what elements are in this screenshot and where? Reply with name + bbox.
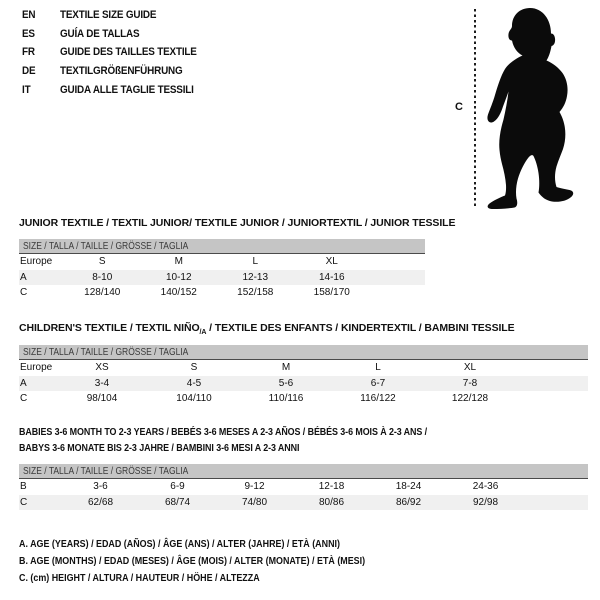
lang-title: TEXTILE SIZE GUIDE xyxy=(60,9,157,22)
table-cell: 74/80 xyxy=(241,496,268,508)
language-header xyxy=(22,6,212,99)
table-cell: XS xyxy=(95,362,109,374)
table-cell: 3-6 xyxy=(93,481,108,493)
size-header-bar: SIZE / TALLA / TAILLE / GRÖSSE / TAGLIA xyxy=(19,239,425,254)
lang-code: DE xyxy=(22,65,36,78)
table-cell: 24-36 xyxy=(472,481,499,493)
table-cell: 12-18 xyxy=(318,481,345,493)
junior-table xyxy=(19,254,425,301)
section-title-children: CHILDREN'S TEXTILE / TEXTIL $NIÑO_{/A}$ / TEXTILE DES ENFANTS / KINDERTEXTIL / BAMBINI TESSILE xyxy=(19,322,515,337)
row-label: C xyxy=(20,393,28,405)
row-label: C xyxy=(20,287,28,299)
row-label: Europe xyxy=(20,256,53,268)
table-cell: 122/128 xyxy=(451,393,489,405)
table-cell: 140/152 xyxy=(160,287,197,299)
lang-row-de xyxy=(22,62,212,81)
table-cell: 6-7 xyxy=(370,377,386,389)
table-cell: 10-12 xyxy=(165,271,192,283)
row-label: A xyxy=(20,271,27,283)
table-cell: 86/92 xyxy=(395,496,422,508)
note-c: C. (cm) HEIGHT / ALTURA / HAUTEUR / HÖHE / ALTEZZA xyxy=(19,572,260,585)
lang-code: IT xyxy=(22,83,31,96)
footnotes xyxy=(19,535,426,587)
table-row xyxy=(19,285,425,301)
babies-table xyxy=(19,479,588,510)
table-cell: L xyxy=(375,362,381,374)
table-cell: S xyxy=(190,362,198,374)
table-cell: 128/140 xyxy=(84,287,121,299)
table-cell: 158/170 xyxy=(313,287,350,299)
table-cell: M xyxy=(174,256,183,268)
table-cell: 12-13 xyxy=(242,271,269,283)
table-row xyxy=(19,495,588,511)
lang-code: FR xyxy=(22,46,35,59)
table-cell: M xyxy=(281,362,291,374)
table-row xyxy=(19,360,588,376)
row-label: A xyxy=(20,377,27,389)
height-measure-label: C xyxy=(455,101,463,113)
lang-code: EN xyxy=(22,9,36,22)
table-cell: 62/68 xyxy=(87,496,114,508)
table-cell: L xyxy=(252,256,259,268)
table-cell: 9-12 xyxy=(244,481,265,493)
table-cell: 7-8 xyxy=(462,377,478,389)
lang-title: GUIDA ALLE TAGLIE TESSILI xyxy=(60,83,194,96)
table-cell: 152/158 xyxy=(237,287,274,299)
table-row xyxy=(19,376,588,392)
children-table xyxy=(19,360,588,407)
row-label: C xyxy=(20,496,28,508)
lang-title: GUÍA DE TALLAS xyxy=(60,27,140,40)
lang-row-it xyxy=(22,80,212,99)
table-cell: 6-9 xyxy=(170,481,185,493)
section-title-junior: JUNIOR TEXTILE / TEXTIL JUNIOR/ TEXTILE JUNIOR / JUNIORTEXTIL / JUNIOR TESSILE xyxy=(19,217,456,229)
table-cell: 80/86 xyxy=(318,496,345,508)
table-cell: 3-4 xyxy=(94,377,110,389)
table-cell: 68/74 xyxy=(164,496,191,508)
table-cell: 4-5 xyxy=(186,377,202,389)
lang-title: GUIDE DES TAILLES TEXTILE xyxy=(60,46,197,59)
table-row xyxy=(19,479,588,495)
lang-row-fr xyxy=(22,43,212,62)
table-row xyxy=(19,391,588,407)
junior-size-table xyxy=(19,239,425,301)
note-a: A. AGE (YEARS) / EDAD (AÑOS) / ÂGE (ANS) / ALTER (JAHRE) / ETÀ (ANNI) xyxy=(19,537,340,550)
table-cell: 92/98 xyxy=(472,496,499,508)
section-title-babies: BABIES 3-6 MONTH TO 2-3 YEARS / BEBÉS 3-6 MESES A 2-3 AÑOS / BÉBÉS 3-6 MOIS À 2-3 ANS / BABYS 3-6 MONATE BIS 2-3 JAHRE / BAMBINI 3-6 MESI A 2-3 ANNI xyxy=(19,426,428,454)
baby-silhouette-icon xyxy=(486,7,581,209)
table-row xyxy=(19,254,425,270)
table-cell: 104/110 xyxy=(176,393,212,405)
table-cell: 116/122 xyxy=(360,393,396,405)
children-size-table xyxy=(19,345,588,407)
row-label: B xyxy=(20,481,27,493)
table-cell: 110/116 xyxy=(268,393,304,405)
table-cell: XL xyxy=(463,362,477,374)
babies-size-table xyxy=(19,464,588,510)
lang-row-es xyxy=(22,25,212,44)
table-cell: 18-24 xyxy=(395,481,422,493)
lang-code: ES xyxy=(22,27,35,40)
lang-title: TEXTILGRÖßENFÜHRUNG xyxy=(60,65,183,78)
note-b: B. AGE (MONTHS) / EDAD (MESES) / ÂGE (MOIS) / ALTER (MONATE) / ETÀ (MESI) xyxy=(19,555,366,568)
table-cell: S xyxy=(98,256,106,268)
table-cell: 5-6 xyxy=(278,377,294,389)
table-cell: 8-10 xyxy=(92,271,113,283)
size-header-bar: SIZE / TALLA / TAILLE / GRÖSSE / TAGLIA xyxy=(19,464,588,479)
table-cell: XL xyxy=(325,256,338,268)
table-cell: 98/104 xyxy=(86,393,118,405)
lang-row-en xyxy=(22,6,212,25)
table-row xyxy=(19,270,425,286)
row-label: Europe xyxy=(20,362,53,374)
table-cell: 14-16 xyxy=(318,271,345,283)
height-measure-dashed-line xyxy=(474,9,476,207)
subscript: /A xyxy=(199,329,207,337)
size-header-bar: SIZE / TALLA / TAILLE / GRÖSSE / TAGLIA xyxy=(19,345,588,360)
